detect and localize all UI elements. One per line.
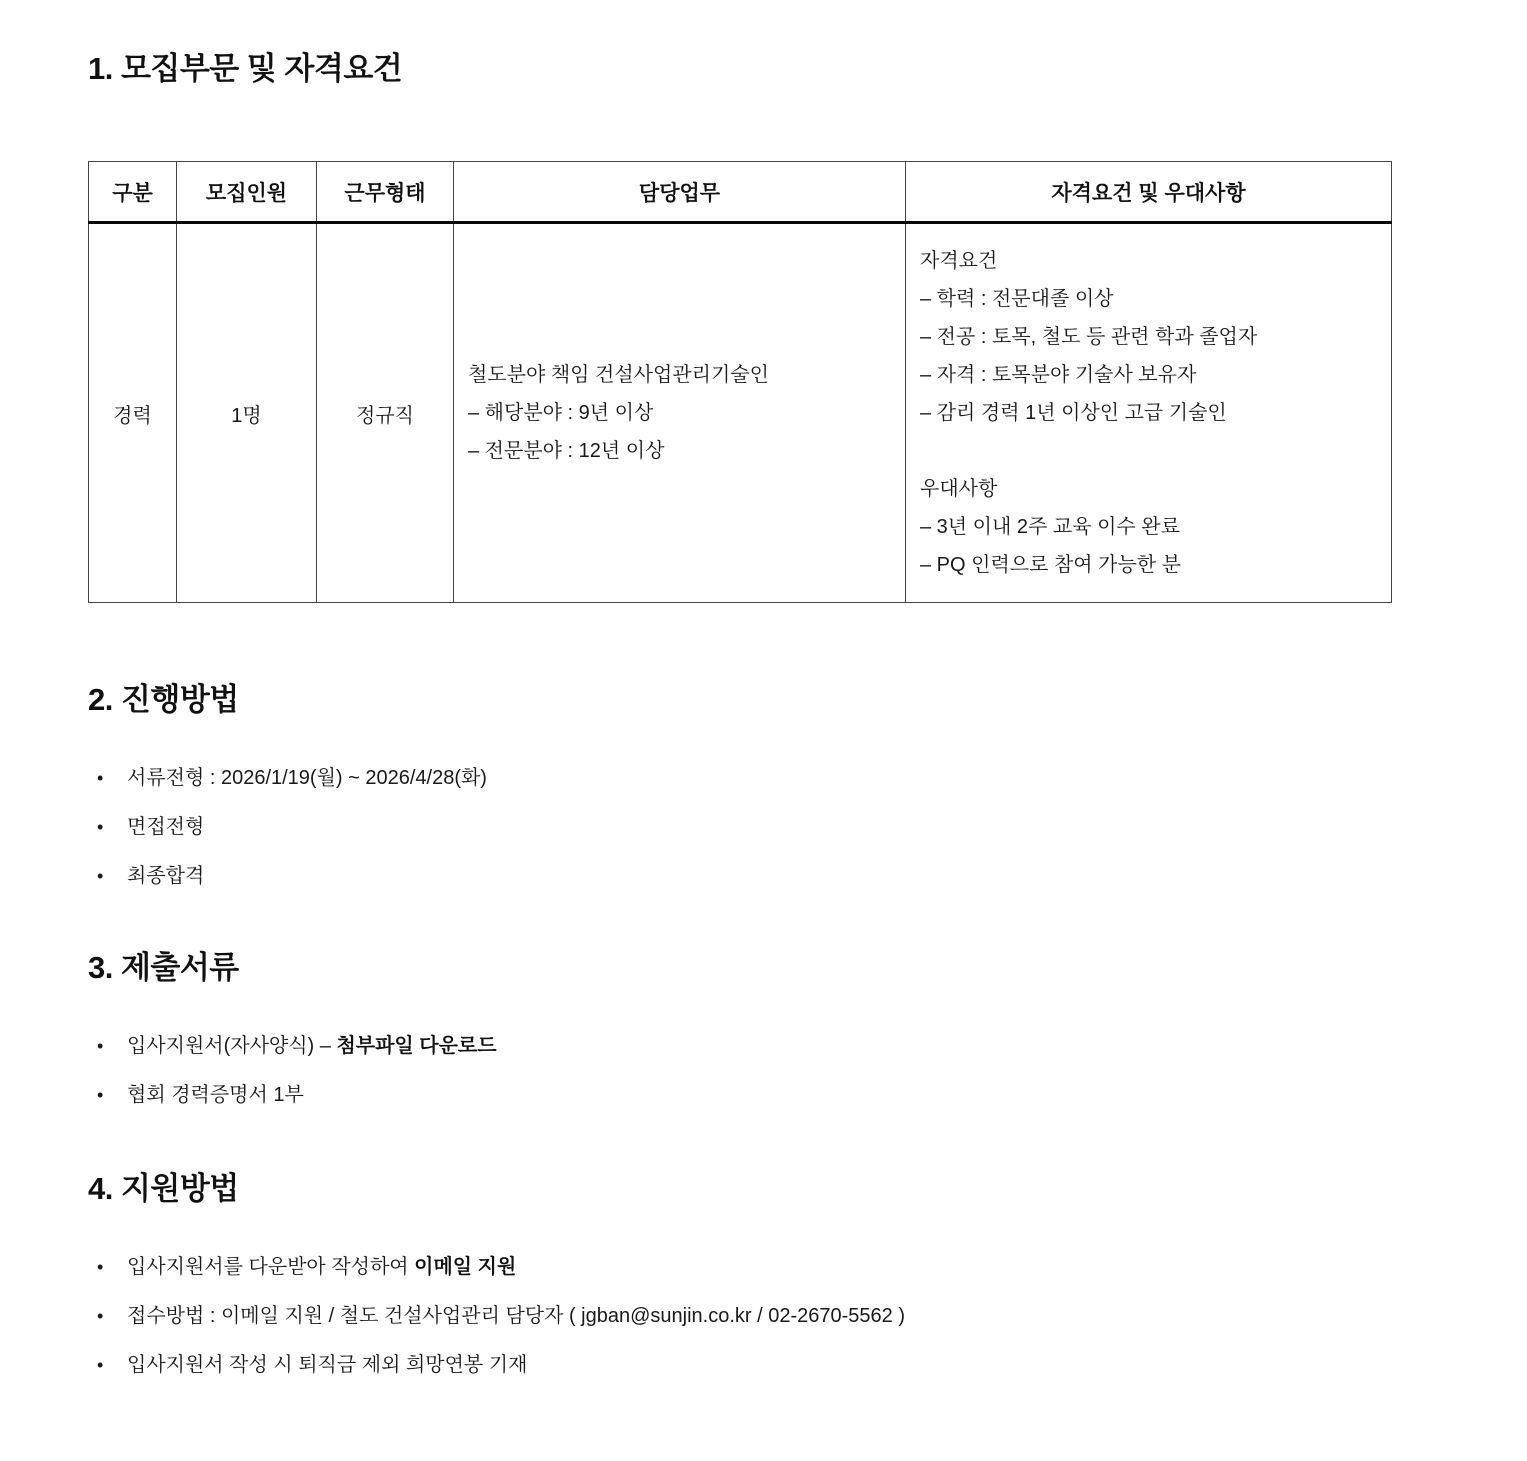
list-item [88, 1033, 1397, 1059]
col-header-qualifications: 자격요건 및 우대사항 [906, 162, 1392, 223]
bullet-icon: • [97, 1257, 104, 1277]
section2-heading: 2. 진행방법 [88, 682, 239, 717]
bullet-icon: • [97, 1036, 104, 1056]
bullet-icon: • [97, 1306, 104, 1326]
qualification-line: – 자격 : 토목분야 기술사 보유자 [920, 364, 1197, 386]
section4-heading: 4. 지원방법 [88, 1171, 239, 1206]
cell-headcount: 1명 [177, 223, 317, 603]
bullet-icon: • [97, 866, 104, 886]
list-item [88, 1352, 1397, 1378]
table-header-row [89, 162, 1392, 223]
cell-category: 경력 [89, 223, 177, 603]
preferred-line: – PQ 인력으로 참여 가능한 분 [920, 554, 1182, 576]
list-item [88, 1254, 1397, 1280]
table-row [89, 223, 1392, 603]
bullet-icon: • [97, 768, 104, 788]
cell-employment-type: 정규직 [317, 223, 454, 603]
list-item-text: 면접전형 [127, 816, 205, 838]
blank-line [920, 432, 1377, 470]
list-item-text [127, 1254, 516, 1280]
bullet-icon: • [97, 1355, 104, 1375]
section3-bullet-list [88, 1033, 1397, 1108]
recruitment-table [88, 161, 1392, 603]
list-item-text: 협회 경력증명서 1부 [127, 1084, 304, 1106]
list-item-text: 서류전형 : 2026/1/19(월) ~ 2026/4/28(화) [127, 767, 487, 789]
section3-heading: 3. 제출서류 [88, 950, 239, 985]
section4-bullet-list [88, 1254, 1397, 1378]
preferred-line: – 3년 이내 2주 교육 이수 완료 [920, 516, 1180, 538]
col-header-duties: 담당업무 [454, 162, 906, 223]
col-header-employment-type: 근무형태 [317, 162, 454, 223]
list-item-text: 입사지원서 작성 시 퇴직금 제외 희망연봉 기재 [127, 1354, 528, 1376]
qualification-line: – 감리 경력 1년 이상인 고급 기술인 [920, 402, 1227, 424]
qualifications-title: 자격요건 [920, 250, 998, 272]
list-item [88, 1303, 1397, 1329]
duty-line: – 전문분야 : 12년 이상 [468, 440, 665, 462]
list-item-text-normal: 입사지원서를 다운받아 작성하여 [127, 1256, 415, 1278]
duty-line: – 해당분야 : 9년 이상 [468, 402, 654, 424]
list-item [88, 863, 1397, 889]
list-item-text: 최종합격 [127, 865, 205, 887]
preferred-title: 우대사항 [920, 478, 998, 500]
bullet-icon: • [97, 1085, 104, 1105]
col-header-category: 구분 [89, 162, 177, 223]
email-apply-emphasis: 이메일 지원 [414, 1256, 517, 1278]
duty-line: 철도분야 책임 건설사업관리기술인 [468, 364, 769, 386]
qualification-line: – 학력 : 전문대졸 이상 [920, 288, 1114, 310]
section2-bullet-list [88, 765, 1397, 889]
bullet-icon: • [97, 817, 104, 837]
qualification-line: – 전공 : 토목, 철도 등 관련 학과 졸업자 [920, 326, 1258, 348]
col-header-headcount: 모집인원 [177, 162, 317, 223]
cell-qualifications [906, 223, 1392, 603]
list-item [88, 765, 1397, 791]
section1-heading: 1. 모집부문 및 자격요건 [88, 51, 403, 86]
list-item-text [127, 1033, 497, 1059]
list-item [88, 1082, 1397, 1108]
list-item-text-normal: 입사지원서(자사양식) – [127, 1035, 337, 1057]
list-item [88, 814, 1397, 840]
list-item-text: 접수방법 : 이메일 지원 / 철도 건설사업관리 담당자 ( jgban@sunjin.co.kr / 02-2670-5562 ) [127, 1305, 906, 1327]
attachment-download-link[interactable]: 첨부파일 다운로드 [336, 1035, 497, 1057]
cell-duties [454, 223, 906, 603]
